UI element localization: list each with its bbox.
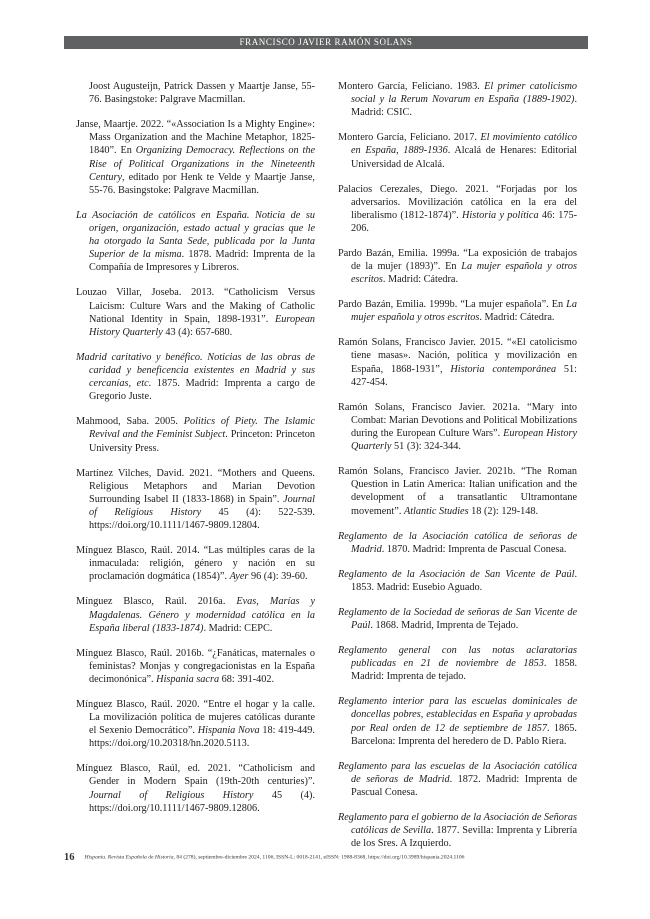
footer-citation-details: , 84 (278), septiembre-diciembre 2024, 1106, ISSN-L: 0018-2141, eISSN: 1988-8368, https://doi.org/10.3989/hispania.2024.1106 bbox=[173, 854, 465, 861]
reference-entry bbox=[76, 415, 315, 454]
reference-entry bbox=[338, 336, 577, 389]
reference-entry bbox=[76, 544, 315, 583]
reference-text: . Madrid: CSIC. bbox=[351, 94, 577, 119]
reference-text: . 1858. Madrid: Imprenta de tejado. bbox=[351, 658, 578, 683]
reference-title-italic: Madrid caritativo y benéfico. Noticias de las obras de caridad y beneficencia existentes en Madrid y sus cercanías, etc bbox=[76, 351, 315, 390]
reference-text: 46: 175-206. bbox=[351, 209, 577, 234]
reference-text: . 1877. Sevilla: Imprenta y Librería de los Sres. A Izquierdo. bbox=[351, 825, 577, 850]
reference-entry bbox=[338, 606, 577, 632]
reference-entry bbox=[76, 595, 315, 634]
reference-text: 43 (4): 657-680. bbox=[162, 326, 233, 338]
running-header-title: FRANCISCO JAVIER RAMÓN SOLANS bbox=[239, 37, 413, 47]
reference-entry bbox=[76, 286, 315, 339]
reference-title-italic: Historia contemporánea bbox=[450, 363, 557, 375]
reference-entry bbox=[338, 401, 577, 454]
reference-text: 51: 427-454. bbox=[351, 363, 578, 388]
reference-entry bbox=[338, 530, 577, 556]
reference-text: . Madrid: CEPC. bbox=[203, 622, 273, 634]
reference-title-italic: Reglamento general con las notas aclaratorias publicadas en 21 de noviembre de 1853 bbox=[338, 644, 577, 670]
reference-text: Pardo Bazán, Emilia. 1999b. “La mujer española”. En bbox=[338, 299, 567, 311]
reference-text: Mahmood, Saba. 2005. bbox=[76, 416, 184, 428]
reference-title-italic: Organizing Democracy. Reflections on the Rise of Political Organizations in the Nineteenth Century bbox=[89, 145, 316, 183]
reference-text: Palacios Cerezales, Diego. 2021. “Forjadas por los adversarios. Movilización católica en la era del liberalismo (1812-1874)”. bbox=[338, 183, 577, 221]
reference-text: , editado por Henk te Velde y Maartje Janse, 55-76. Basingstoke: Palgrave Macmillan. bbox=[89, 171, 315, 196]
reference-text: . 1875. Madrid: Imprenta a cargo de Gregorio Juste. bbox=[89, 378, 315, 403]
reference-entry bbox=[338, 80, 577, 119]
reference-entry bbox=[76, 351, 315, 404]
reference-entry bbox=[76, 698, 315, 751]
running-header bbox=[64, 36, 588, 49]
reference-text: Mínguez Blasco, Raúl. 2016a. bbox=[76, 596, 237, 608]
reference-title-italic: European History Quarterly bbox=[351, 428, 577, 453]
reference-title-italic: Journal of Religious History bbox=[89, 789, 254, 801]
reference-entry bbox=[338, 183, 577, 236]
reference-title-italic: Atlantic Studies bbox=[403, 505, 469, 517]
reference-title-italic: La mujer española y otros escritos bbox=[351, 299, 577, 324]
reference-title-italic: Hispania sacra bbox=[156, 673, 220, 685]
reference-text: . Madrid: Cátedra. bbox=[382, 274, 459, 286]
reference-text: 18: 419-449. https://doi.org/10.20318/hn.2020.5113. bbox=[89, 725, 315, 750]
reference-text: Ramón Solans, Francisco Javier. 2021a. “Mary into Combat: Marian Devotions and Political Mobilizations during the European Culture Wars”. bbox=[338, 401, 577, 440]
reference-title-italic: Reglamento para las escuelas de la Asociación católica de señoras de Madrid bbox=[338, 760, 577, 785]
reference-text: Mínguez Blasco, Raúl, ed. 2021. “Catholicism and Gender in Modern Spain (19th-20th centuries)”. bbox=[76, 763, 315, 788]
reference-entry bbox=[338, 568, 577, 594]
reference-text: Louzao Villar, Joseba. 2013. “Catholicism Versus Laicism: Culture Wars and the Making of Catholic National Identity in Spain, 1898-1931”. bbox=[76, 287, 315, 325]
reference-text: . 1853. Madrid: Eusebio Aguado. bbox=[351, 568, 577, 593]
reference-text: 45 (4). https://doi.org/10.1111/1467-9809.12806. bbox=[89, 789, 316, 814]
reference-text: . Madrid: Cátedra. bbox=[479, 312, 555, 324]
reference-text: Joost Augusteijn, Patrick Dassen y Maartje Janse, 55-76. Basingstoke: Palgrave Macmillan. bbox=[89, 81, 315, 106]
reference-text: Ramón Solans, Francisco Javier. 2021b. “The Roman Question in Latin America: Italian unification and the development of a transatlantic Ultramontane movement”. bbox=[338, 466, 577, 517]
reference-title-italic: Reglamento de la Asociación de San Vicente de Paúl bbox=[338, 568, 575, 580]
reference-text: Montero García, Feliciano. 2017. bbox=[338, 132, 481, 144]
reference-title-italic: Politics of Piety. The Islamic Revival and the Feminist Subject bbox=[89, 416, 316, 441]
reference-text: Janse, Maartje. 2022. “«Association Is a Mighty Engine»: Mass Organization and the Machine Metaphor, 1825-1840”. En bbox=[76, 119, 315, 157]
reference-text: 96 (4): 39-60. bbox=[248, 571, 308, 583]
reference-text: . 1868. Madrid, Imprenta de Tejado. bbox=[370, 619, 519, 631]
reference-title-italic: Evas, Marías y Magdalenas. Género y modernidad católica en la España liberal (1833-1874) bbox=[89, 596, 315, 634]
reference-entry bbox=[76, 209, 315, 275]
reference-title-italic: Historia y política bbox=[462, 209, 539, 221]
reference-entry bbox=[338, 644, 577, 683]
reference-text: Montero García, Feliciano. 1983. bbox=[338, 81, 485, 92]
reference-title-italic: La mujer española y otros escritos bbox=[351, 261, 577, 286]
reference-entry bbox=[338, 298, 577, 324]
reference-entry bbox=[338, 247, 577, 286]
reference-entry bbox=[338, 465, 577, 518]
reference-entry bbox=[338, 760, 577, 799]
reference-text: Mínguez Blasco, Raúl. 2016b. “¿Fanáticas, maternales o feministas? Monjas y congregacionistas en la España decimonónica”. bbox=[76, 647, 315, 685]
reference-text: 18 (2): 129-148. bbox=[468, 505, 539, 517]
reference-text: . 1872. Madrid: Imprenta de Pascual Conesa. bbox=[351, 773, 577, 798]
reference-text: 68: 391-402. bbox=[219, 673, 275, 685]
reference-entry bbox=[338, 131, 577, 170]
reference-entry bbox=[76, 647, 315, 686]
reference-text: . 1870. Madrid: Imprenta de Pascual Conesa. bbox=[381, 543, 567, 555]
reference-text: 45 (4): 522-539. https://doi.org/10.1111/1467-9809.12804. bbox=[89, 507, 315, 532]
reference-entry bbox=[338, 695, 577, 748]
reference-text: Mínguez Blasco, Raúl. 2014. “Las múltiples caras de la inmaculada: religión, género y nación en su proclamación dogmática (1854)”. bbox=[76, 545, 315, 583]
reference-entry-continued bbox=[89, 80, 315, 106]
reference-entry bbox=[338, 811, 577, 850]
page-number: 16 bbox=[64, 852, 75, 863]
reference-title-italic: El movimiento católico en España, 1889-1936 bbox=[351, 132, 577, 157]
reference-title-italic: Reglamento interior para las escuelas dominicales de doncellas pobres, establecidas en España y aprobadas por Real orden de 12 de septiembre de 1857 bbox=[338, 696, 577, 734]
reference-entry bbox=[76, 118, 315, 197]
reference-text: Pardo Bazán, Emilia. 1999a. “La exposición de trabajos de la mujer (1893)”. En bbox=[338, 247, 577, 273]
references-right-column bbox=[338, 80, 577, 862]
reference-entry bbox=[76, 762, 315, 815]
reference-entry bbox=[76, 467, 315, 533]
footer-journal-title: Hispania. Revista Española de Historia bbox=[84, 854, 174, 861]
reference-title-italic: El primer catolicismo social y la Rerum Novarum en España (1889-1902) bbox=[351, 81, 577, 106]
reference-title-italic: Reglamento para el gobierno de la Asociación de Señoras católicas de Sevilla bbox=[338, 811, 577, 837]
reference-title-italic: Reglamento de la Sociedad de señoras de San Vicente de Paúl bbox=[338, 606, 577, 631]
reference-title-italic: La Asociación de católicos en España. Noticia de su origen, organización, estado actual y gracias que le ha otorgado la Santa Sede, publicada por la Junta Superior de la misma bbox=[76, 209, 315, 261]
reference-text: . 1865. Barcelona: Imprenta del heredero de D. Pablo Riera. bbox=[351, 722, 577, 747]
reference-title-italic: Reglamento de la Asociación católica de señoras de Madrid bbox=[338, 530, 577, 555]
footer-citation bbox=[85, 855, 465, 861]
page-footer bbox=[64, 852, 594, 863]
reference-title-italic: European History Quarterly bbox=[89, 313, 315, 338]
reference-text: . Alcalá de Henares: Editorial Universidad de Alcalá. bbox=[351, 145, 577, 170]
reference-title-italic: Journal of Religious History bbox=[89, 493, 315, 518]
reference-text: Mínguez Blasco, Raúl. 2020. “Entre el hogar y la calle. La movilización política de mujeres católicas durante el Sexenio Democrático”. bbox=[76, 698, 315, 737]
reference-text: Ramón Solans, Francisco Javier. 2015. “«El catolicismo tiene masas». Nación, política y movilización en España, 1868-1931”, bbox=[338, 337, 577, 375]
reference-text: . 1878. Madrid: Imprenta de la Compañía de Impresores y Libreros. bbox=[89, 249, 316, 274]
reference-title-italic: Ayer bbox=[229, 571, 249, 583]
references-left-column bbox=[76, 80, 315, 827]
reference-title-italic: Hispania Nova bbox=[197, 725, 260, 737]
reference-text: . Princeton: Princeton University Press. bbox=[89, 429, 315, 454]
reference-text: Martínez Vilches, David. 2021. “Mothers and Queens. Religious Metaphors and Marian Devotion Surrounding Isabel II (1833-1868) in Spain”. bbox=[76, 467, 315, 505]
reference-text: 51 (3): 324-344. bbox=[391, 441, 461, 453]
